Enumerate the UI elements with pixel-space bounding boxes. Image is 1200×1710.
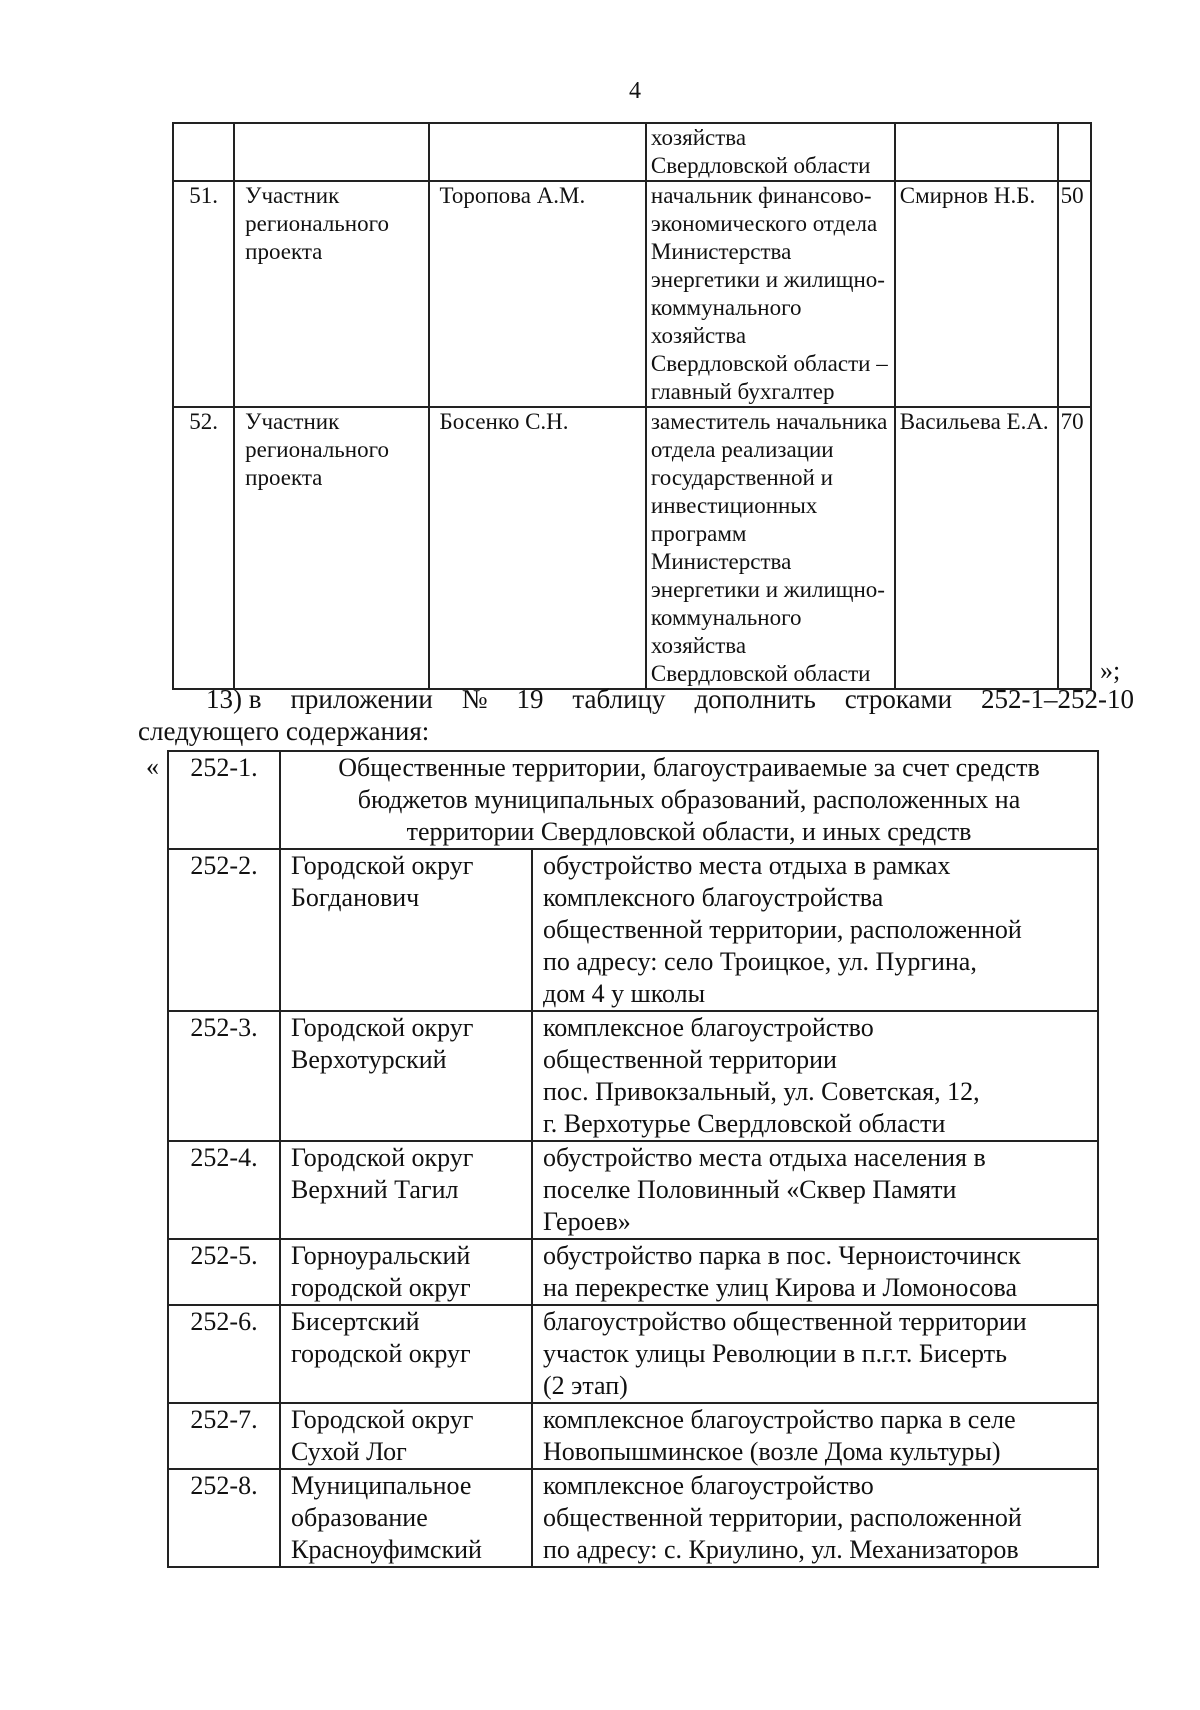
description-line: Героев» [543,1207,631,1236]
description-line: обустройство места отдыха в рамках [543,851,951,880]
position-line: инвестиционных [650,493,818,518]
table-row [168,1403,1098,1469]
cell-supervisor [895,123,1058,181]
cell-num: 252-8. [168,1469,280,1567]
position-line: главный бухгалтер [650,379,835,404]
position-line: отдела реализации [650,437,834,462]
municipality-line: Сухой Лог [291,1437,407,1466]
position-line: энергетики и жилищно- [650,577,885,602]
description-line: на перекрестке улиц Кирова и Ломоносова [543,1273,1018,1302]
municipality-line: Муниципальное [291,1471,472,1500]
table-row [168,849,1098,1011]
position-line: коммунального [650,295,802,320]
cell-description [532,1239,1098,1305]
position-line: хозяйства [650,323,747,348]
role-line: регионального [245,211,389,236]
table-row [168,1469,1098,1567]
cell-municipality [280,1239,532,1305]
table-row [168,1141,1098,1239]
description-line: комплексное благоустройство парка в селе [543,1405,1016,1434]
cell-num: 252-2. [168,849,280,1011]
municipality-line: Городской округ [291,1405,474,1434]
paragraph-word: 13) в [206,684,262,714]
description-line: г. Верхотурье Свердловской области [543,1109,946,1138]
cell-description [532,1011,1098,1141]
cell-percent [1058,123,1091,181]
heading-line: Общественные территории, благоустраиваемые за счет средств [338,753,1040,782]
position-line: Министерства [650,239,792,264]
paragraph-word: приложении [290,684,433,714]
cell-name: Торопова А.М. [429,181,646,407]
position-line: энергетики и жилищно- [650,267,885,292]
cell-description [532,849,1098,1011]
description-line: Новопышминское (возле Дома культуры) [543,1437,1001,1466]
cell-position [646,123,895,181]
municipality-line: Городской округ [291,1143,474,1172]
cell-supervisor: Смирнов Н.Б. [895,181,1058,407]
position-line: Свердловской области – [650,351,888,376]
table-row-continuation [173,123,1091,181]
paragraph-word: 252-1–252-10 [981,684,1134,714]
municipality-line: Богданович [291,883,420,912]
cell-position [646,407,895,689]
page-number: 4 [629,78,641,104]
description-line: обустройство парка в пос. Черноисточинск [543,1241,1021,1270]
cell-municipality [280,1403,532,1469]
cell-num: 51. [173,181,234,407]
position-line: Министерства [650,549,792,574]
cell-name [429,123,646,181]
description-line: комплексного благоустройства [543,883,884,912]
cell-num: 52. [173,407,234,689]
position-line: Свердловской области [650,661,871,686]
table-row [168,1011,1098,1141]
cell-role [234,407,428,689]
description-line: по адресу: с. Криулино, ул. Механизаторов [543,1535,1019,1564]
cell-num: 252-3. [168,1011,280,1141]
cell-description [532,1141,1098,1239]
role-line: проекта [245,239,323,264]
position-line: Свердловской области [650,153,871,178]
cell-num [173,123,234,181]
position-line: программ [650,521,747,546]
heading-line: бюджетов муниципальных образований, расположенных на [357,785,1021,814]
paragraph-word: строками [844,684,953,714]
position-line: заместитель начальника [650,409,888,434]
cell-role [234,123,428,181]
municipality-line: городской округ [291,1339,471,1368]
description-line: комплексное благоустройство [543,1013,874,1042]
cell-num: 252-7. [168,1403,280,1469]
cell-municipality [280,1011,532,1141]
position-line: хозяйства [650,633,747,658]
position-line: начальник финансово- [650,183,872,208]
participants-table [172,122,1092,690]
cell-num: 252-4. [168,1141,280,1239]
cell-name: Босенко С.Н. [429,407,646,689]
cell-heading [280,751,1098,849]
position-line: коммунального [650,605,802,630]
paragraph-word: № [461,684,488,714]
municipality-line: Верхотурский [291,1045,447,1074]
description-line: благоустройство общественной территории [543,1307,1027,1336]
cell-description [532,1469,1098,1567]
territories-table [167,750,1099,1568]
position-line: государственной и [650,465,833,490]
table-row [168,1305,1098,1403]
paragraph-word: 19 [516,684,544,714]
municipality-line: Городской округ [291,851,474,880]
description-line: поселке Половинный «Сквер Памяти [543,1175,957,1204]
description-line: по адресу: село Троицкое, ул. Пургина, [543,947,977,976]
role-line: регионального [245,437,389,462]
cell-percent: 50 [1058,181,1091,407]
municipality-line: Красноуфимский [291,1535,482,1564]
description-line: участок улицы Революции в п.г.т. Бисерть [543,1339,1007,1368]
table-row [173,181,1091,407]
position-line: экономического отдела [650,211,878,236]
municipality-line: Бисертский [291,1307,420,1336]
description-line: общественной территории [543,1045,837,1074]
cell-description [532,1403,1098,1469]
description-line: пос. Привокзальный, ул. Советская, 12, [543,1077,980,1106]
description-line: дом 4 у школы [543,979,706,1008]
table-row [168,1239,1098,1305]
table-row [173,407,1091,689]
municipality-line: Верхний Тагил [291,1175,459,1204]
paragraph-word: таблицу [572,684,666,714]
municipality-line: Горноуральский [291,1241,471,1270]
description-line: комплексное благоустройство [543,1471,874,1500]
cell-num: 252-6. [168,1305,280,1403]
municipality-line: городской округ [291,1273,471,1302]
opening-quote-mark: « [146,752,159,781]
role-line: проекта [245,465,323,490]
position-line: хозяйства [650,125,747,150]
cell-municipality [280,849,532,1011]
description-line: (2 этап) [543,1371,628,1400]
cell-municipality [280,1141,532,1239]
heading-line: территории Свердловской области, и иных средств [406,817,972,846]
cell-role [234,181,428,407]
cell-percent: 70 [1058,407,1091,689]
municipality-line: образование [291,1503,428,1532]
cell-description [532,1305,1098,1403]
table-row-heading [168,751,1098,849]
description-line: обустройство места отдыха населения в [543,1143,986,1172]
cell-position [646,181,895,407]
municipality-line: Городской округ [291,1013,474,1042]
cell-municipality [280,1305,532,1403]
paragraph-line-2: следующего содержания: [138,716,430,746]
role-line: Участник [245,183,340,208]
cell-num: 252-1. [168,751,280,849]
cell-num: 252-5. [168,1239,280,1305]
paragraph-line-1 [138,683,1134,715]
description-line: общественной территории, расположенной [543,915,1022,944]
description-line: общественной территории, расположенной [543,1503,1022,1532]
role-line: Участник [245,409,340,434]
amendment-paragraph [138,683,1134,747]
cell-municipality [280,1469,532,1567]
closing-quote-mark: »; [1100,656,1121,685]
paragraph-word: дополнить [694,684,816,714]
cell-supervisor: Васильева Е.А. [895,407,1058,689]
